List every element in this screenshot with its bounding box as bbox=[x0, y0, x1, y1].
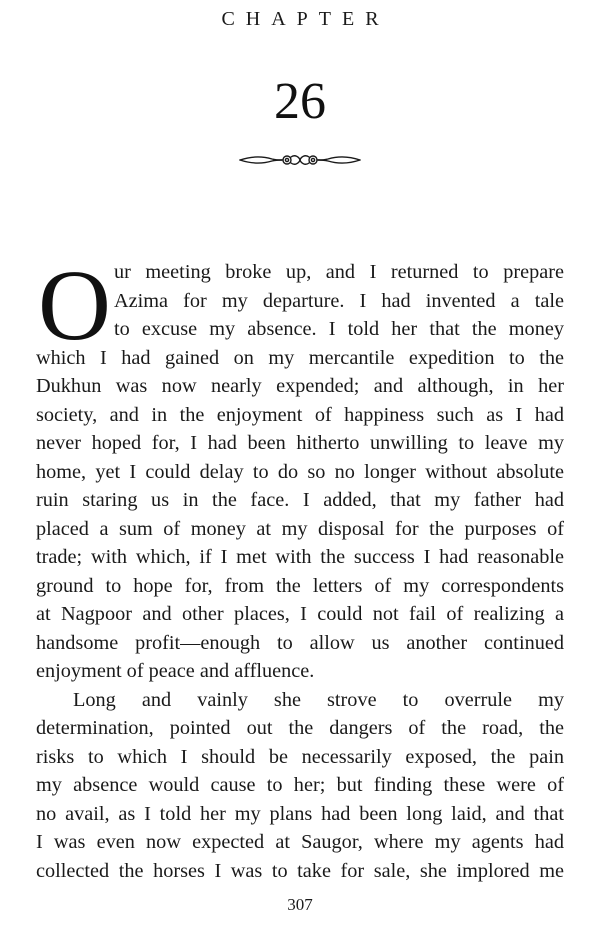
text-line: ground to hope for, from the letters of my correspondents bbox=[36, 574, 564, 597]
text-line: to excuse my absence. I told her that the money bbox=[114, 318, 564, 340]
paragraph-2 bbox=[36, 686, 564, 886]
drop-cap: O bbox=[38, 249, 111, 361]
text-line: never hoped for, I had been hitherto unwilling to leave my bbox=[36, 432, 564, 454]
text-line: Azima for my departure. I had invented a tale bbox=[114, 289, 564, 312]
text-line: ur meeting broke up, and I returned to prepare bbox=[114, 261, 564, 283]
text-line: home, yet I could delay to do so no longer without absolute bbox=[36, 460, 564, 483]
text-line: I was even now expected at Saugor, where my agents had bbox=[36, 831, 564, 853]
text-line: society, and in the enjoyment of happiness such as I had bbox=[36, 403, 564, 426]
text-line: which I had gained on my mercantile expedition to the bbox=[36, 346, 564, 369]
text-line: no avail, as I told her my plans had been long laid, and that bbox=[36, 802, 564, 825]
page-number: 307 bbox=[287, 895, 313, 914]
text-line: placed a sum of money at my disposal for the purposes of bbox=[36, 517, 564, 540]
text-line: trade; with which, if I met with the success I had reasonable bbox=[36, 546, 564, 568]
text-line: risks to which I should be necessarily exposed, the pain bbox=[36, 745, 564, 768]
text-line: at Nagpoor and other places, I could not fail of realizing a bbox=[36, 603, 564, 625]
text-line: enjoyment of peace and affluence. bbox=[36, 660, 315, 682]
text-line: ruin staring us in the face. I added, that my father had bbox=[36, 489, 564, 511]
paragraph-1 bbox=[36, 249, 564, 686]
chapter-number: 26 bbox=[274, 73, 326, 130]
chapter-body bbox=[36, 249, 564, 885]
scroll-ornament-icon bbox=[238, 148, 362, 172]
text-line: my absence would cause to her; but finding these were of bbox=[36, 774, 564, 796]
text-line: handsome profit—enough to allow us another continued bbox=[36, 631, 564, 654]
chapter-label: CHAPTER bbox=[221, 8, 390, 30]
text-line: collected the horses I was to take for sale, she implored me bbox=[36, 859, 564, 882]
text-line: determination, pointed out the dangers of the road, the bbox=[36, 717, 564, 739]
text-line: Long and vainly she strove to overrule my bbox=[73, 688, 564, 711]
text-line: Dukhun was now nearly expended; and although, in her bbox=[36, 375, 564, 397]
